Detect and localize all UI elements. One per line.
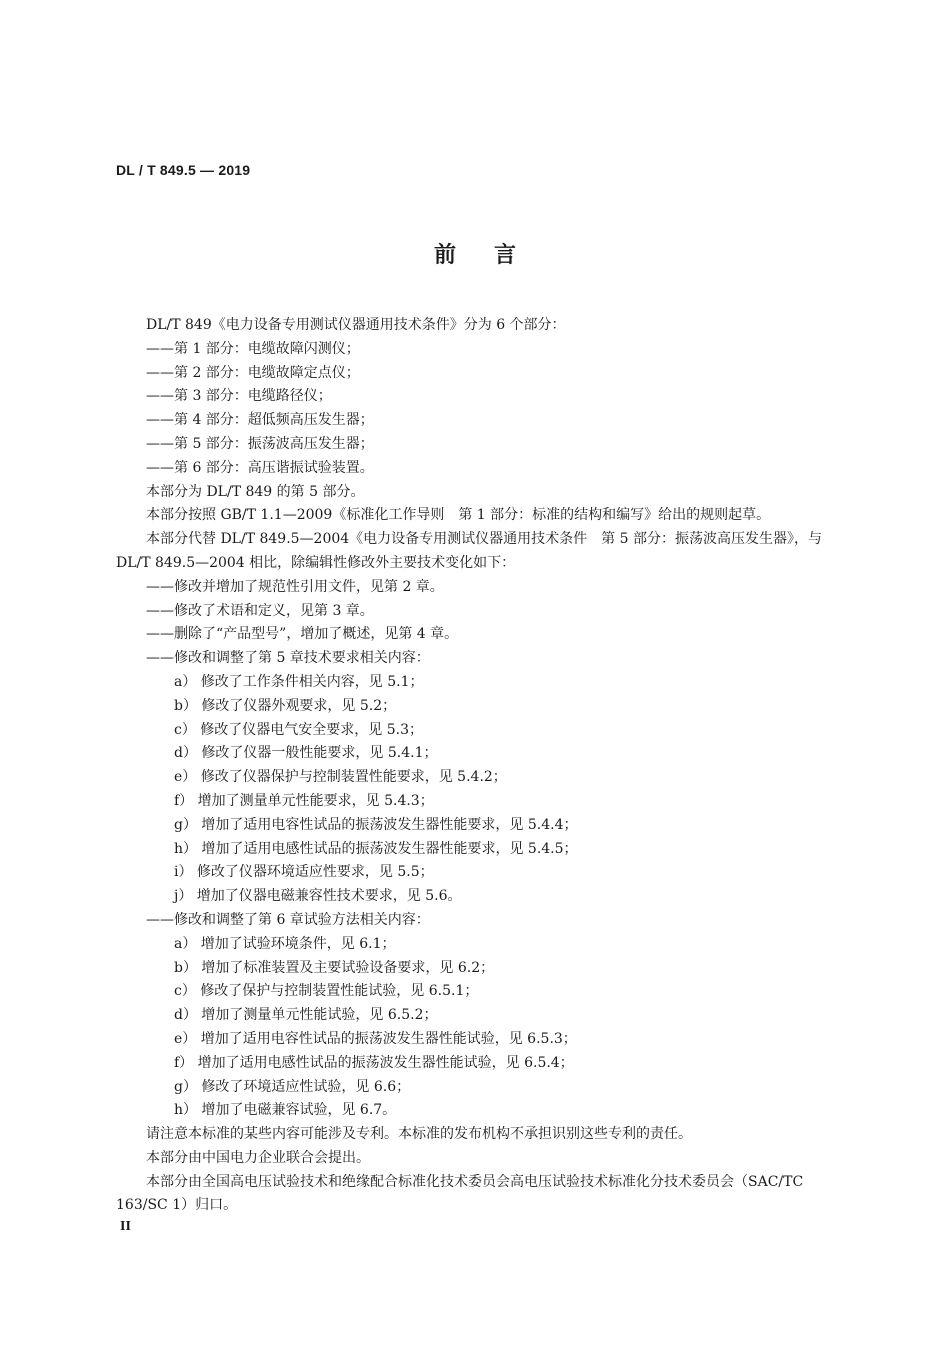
paragraph: ——第 2 部分：电缆故障定点仪； (146, 364, 360, 381)
paragraph: 本部分由中国电力企业联合会提出。 (146, 1149, 370, 1166)
list-item: e） 增加了适用电容性试品的振荡波发生器性能试验，见 6.5.3； (174, 1030, 577, 1047)
list-item: b） 增加了标准装置及主要试验设备要求，见 6.2； (174, 959, 495, 976)
list-item: c） 修改了仪器电气安全要求，见 5.3； (174, 721, 424, 738)
list-item: a） 增加了试验环境条件，见 6.1； (174, 935, 396, 952)
list-item: h） 增加了适用电感性试品的振荡波发生器性能要求，见 5.4.5； (174, 840, 578, 857)
page-number: II (120, 1219, 131, 1234)
list-item: j） 增加了仪器电磁兼容性技术要求，见 5.6。 (174, 888, 462, 905)
paragraph: DL/T 849《电力设备专用测试仪器通用技术条件》分为 6 个部分： (146, 317, 566, 333)
paragraph: ——修改和调整了第 6 章试验方法相关内容： (146, 911, 430, 928)
paragraph: ——修改了术语和定义，见第 3 章。 (146, 602, 374, 619)
list-item: b） 修改了仪器外观要求，见 5.2； (174, 697, 397, 714)
list-item: h） 增加了电磁兼容试验，见 6.7。 (174, 1102, 397, 1119)
paragraph: ——删除了“产品型号”，增加了概述，见第 4 章。 (146, 626, 459, 643)
paragraph: 本部分由全国高电压试验技术和绝缘配合标准化技术委员会高电压试验技术标准化分技术委员会（SAC/TC 163/SC 1）归口。 (116, 1173, 804, 1214)
paragraph: ——第 6 部分：高压谐振试验装置。 (146, 459, 374, 476)
list-item: f） 增加了适用电感性试品的振荡波发生器性能试验，见 6.5.4； (174, 1054, 574, 1071)
list-item: d） 增加了测量单元性能试验，见 6.5.2； (174, 1007, 438, 1024)
document-body (116, 314, 828, 1218)
paragraph: ——第 3 部分：电缆路径仪； (146, 388, 332, 405)
list-item: f） 增加了测量单元性能要求，见 5.4.3； (174, 792, 434, 809)
list-item: g） 增加了适用电容性试品的振荡波发生器性能要求，见 5.4.4； (174, 816, 578, 833)
paragraph: 本部分为 DL/T 849 的第 5 部分。 (146, 483, 365, 500)
paragraph: 请注意本标准的某些内容可能涉及专利。本标准的发布机构不承担识别这些专利的责任。 (146, 1126, 692, 1143)
paragraph: ——修改并增加了规范性引用文件，见第 2 章。 (146, 578, 444, 595)
paragraph: ——第 5 部分：振荡波高压发生器； (146, 435, 374, 452)
list-item: a） 修改了工作条件相关内容，见 5.1； (174, 673, 424, 690)
standard-code: DL / T 849.5 — 2019 (116, 162, 251, 178)
list-item: d） 修改了仪器一般性能要求，见 5.4.1； (174, 745, 438, 762)
list-item: e） 修改了仪器保护与控制装置性能要求，见 5.4.2； (174, 769, 507, 786)
list-item: g） 修改了环境适应性试验，见 6.6； (174, 1078, 411, 1095)
paragraph: ——第 4 部分：超低频高压发生器； (146, 412, 374, 429)
page-title: 前言 (433, 243, 554, 268)
paragraph: 本部分按照 GB/T 1.1—2009《标准化工作导则 第 1 部分：标准的结构和编写》给出的规则起草。 (146, 507, 771, 524)
list-item: c） 修改了保护与控制装置性能试验，见 6.5.1； (174, 983, 479, 1000)
paragraph: ——第 1 部分：电缆故障闪测仪； (146, 340, 360, 357)
paragraph: ——修改和调整了第 5 章技术要求相关内容： (146, 650, 430, 667)
list-item: i） 修改了仪器环境适应性要求，见 5.5； (174, 864, 434, 881)
paragraph: 本部分代替 DL/T 849.5—2004《电力设备专用测试仪器通用技术条件 第 5 部分：振荡波高压发生器》，与 DL/T 849.5—2004 相比，除编辑性修改外主要技术变化如下： (116, 531, 822, 571)
